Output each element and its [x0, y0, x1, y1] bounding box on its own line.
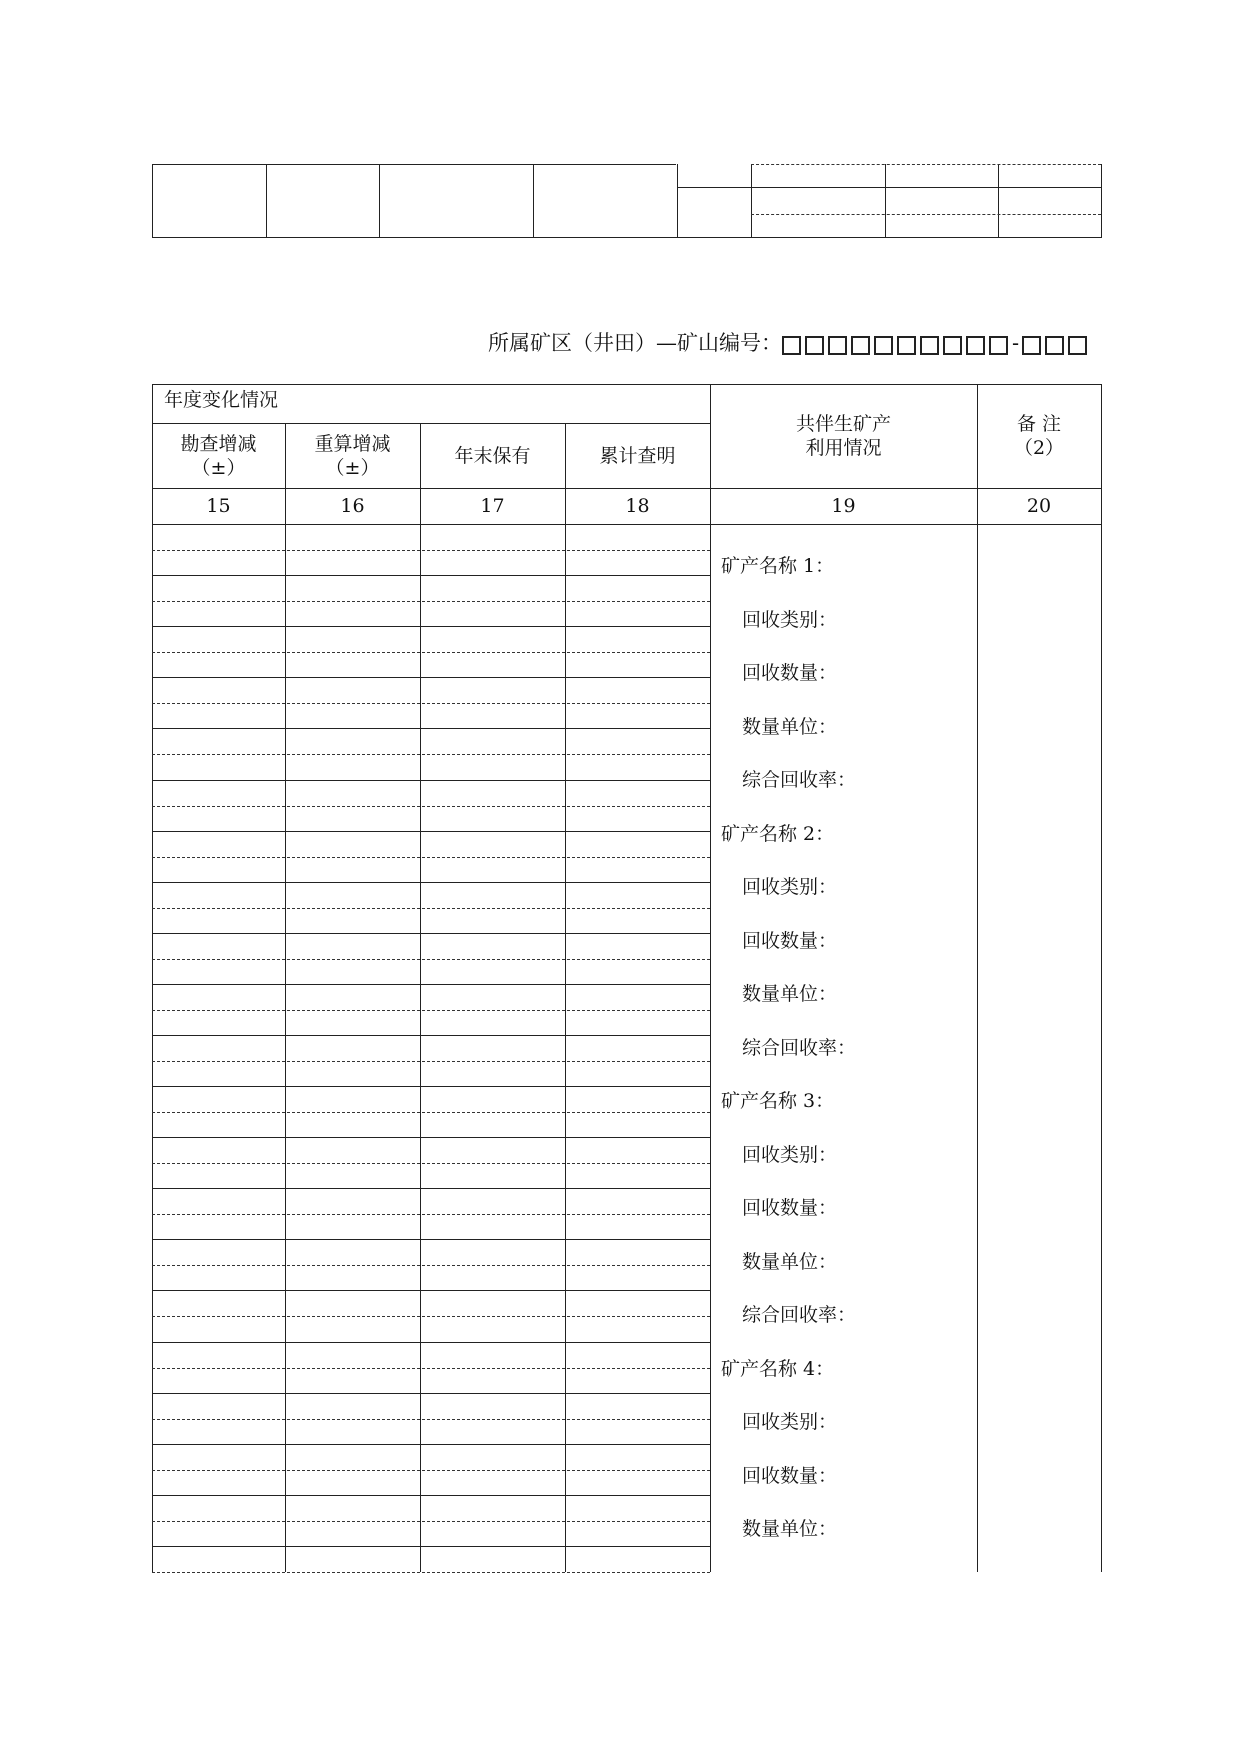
utilization-field-label: 综合回收率： — [742, 769, 857, 791]
col19-header-line1: 共伴生矿产 — [795, 413, 891, 435]
col16-header-line1: 重算增减 — [314, 433, 391, 455]
utilization-mineral-name: 矿产名称 3： — [721, 1090, 835, 1112]
row-divider — [152, 1290, 710, 1291]
row-divider — [152, 1444, 710, 1445]
row-dashed-divider — [152, 1112, 710, 1113]
row-dashed-divider — [152, 1368, 710, 1369]
row-divider — [152, 626, 710, 627]
row-divider — [152, 1035, 710, 1036]
col15-header-line1: 勘查增减 — [180, 433, 257, 455]
code-box[interactable] — [828, 336, 847, 355]
col16-number: 16 — [340, 495, 365, 517]
row-dashed-divider — [152, 1470, 710, 1471]
utilization-field-label: 回收类别： — [742, 876, 838, 898]
col15-header — [152, 432, 285, 480]
code-box[interactable] — [851, 336, 870, 355]
row-divider — [152, 1393, 710, 1394]
row-dashed-divider — [152, 1061, 710, 1062]
row-dashed-divider — [152, 857, 710, 858]
col16-header-line2: （±） — [325, 457, 380, 479]
col20-header-line2: （2） — [1013, 437, 1065, 459]
utilization-field-label: 回收数量： — [742, 662, 838, 684]
row-dashed-divider — [152, 1010, 710, 1011]
col19-header — [710, 412, 977, 460]
utilization-mineral-name: 矿产名称 2： — [721, 823, 835, 845]
code-box[interactable] — [943, 336, 962, 355]
row-divider — [152, 1239, 710, 1240]
utilization-field-label: 回收类别： — [742, 1144, 838, 1166]
row-divider — [152, 1495, 710, 1496]
row-dashed-divider — [152, 1521, 710, 1522]
col18-number: 18 — [625, 495, 650, 517]
code-box[interactable] — [897, 336, 916, 355]
code-box[interactable] — [966, 336, 985, 355]
utilization-field-label: 数量单位： — [742, 716, 838, 738]
mine-code-line — [488, 330, 1091, 358]
group-header: 年度变化情况 — [164, 389, 279, 411]
row-divider — [152, 831, 710, 832]
row-dashed-divider — [152, 652, 710, 653]
row-divider — [152, 780, 710, 781]
mine-code-boxes[interactable] — [782, 332, 1012, 358]
row-divider — [152, 1086, 710, 1087]
utilization-mineral-name: 矿产名称 4： — [721, 1358, 835, 1380]
row-divider — [152, 933, 710, 934]
row-dashed-divider — [152, 550, 710, 551]
row-divider — [152, 1188, 710, 1189]
code-box[interactable] — [1045, 336, 1064, 355]
row-dashed-divider — [152, 1419, 710, 1420]
row-dashed-divider — [152, 703, 710, 704]
code-box[interactable] — [989, 336, 1008, 355]
row-divider — [152, 728, 710, 729]
col16-header — [285, 432, 420, 480]
row-divider — [152, 882, 710, 883]
row-dashed-divider — [152, 1572, 710, 1573]
utilization-field-label: 数量单位： — [742, 1518, 838, 1540]
row-dashed-divider — [152, 1265, 710, 1266]
utilization-field-label: 回收类别： — [742, 1411, 838, 1433]
code-box[interactable] — [920, 336, 939, 355]
mine-code-label: 所属矿区（井田）—矿山编号： — [488, 331, 782, 355]
utilization-mineral-name: 矿产名称 1： — [721, 555, 835, 577]
code-box[interactable] — [805, 336, 824, 355]
row-divider — [152, 1342, 710, 1343]
col20-header-line1: 备 注 — [1016, 413, 1062, 435]
mine-code-boxes-suffix[interactable] — [1022, 332, 1091, 358]
col15-header-line2: （±） — [191, 457, 246, 479]
code-box[interactable] — [874, 336, 893, 355]
utilization-field-label: 综合回收率： — [742, 1304, 857, 1326]
row-dashed-divider — [152, 959, 710, 960]
col15-number: 15 — [206, 495, 231, 517]
col17-number: 17 — [480, 495, 505, 517]
row-dashed-divider — [152, 806, 710, 807]
code-box[interactable] — [1068, 336, 1087, 355]
col19-header-line2: 利用情况 — [805, 437, 882, 459]
utilization-field-label: 综合回收率： — [742, 1037, 857, 1059]
utilization-field-label: 回收数量： — [742, 1465, 838, 1487]
row-dashed-divider — [152, 1163, 710, 1164]
col20-header — [977, 412, 1101, 460]
row-dashed-divider — [152, 601, 710, 602]
row-dashed-divider — [152, 754, 710, 755]
row-dashed-divider — [152, 1316, 710, 1317]
row-dashed-divider — [152, 1214, 710, 1215]
col19-number: 19 — [831, 495, 856, 517]
utilization-field-label: 回收数量： — [742, 930, 838, 952]
col17-header: 年末保有 — [454, 445, 531, 467]
mine-code-separator: - — [1012, 331, 1020, 355]
row-divider — [152, 984, 710, 985]
row-divider — [152, 575, 710, 576]
utilization-field-label: 数量单位： — [742, 1251, 838, 1273]
utilization-field-label: 回收数量： — [742, 1197, 838, 1219]
row-divider — [152, 1137, 710, 1138]
utilization-field-label: 数量单位： — [742, 983, 838, 1005]
row-dashed-divider — [152, 908, 710, 909]
row-divider — [152, 677, 710, 678]
code-box[interactable] — [782, 336, 801, 355]
utilization-field-label: 回收类别： — [742, 609, 838, 631]
code-box[interactable] — [1022, 336, 1041, 355]
col20-number: 20 — [1026, 495, 1052, 517]
col18-header: 累计查明 — [599, 445, 676, 467]
row-divider — [152, 1546, 710, 1547]
